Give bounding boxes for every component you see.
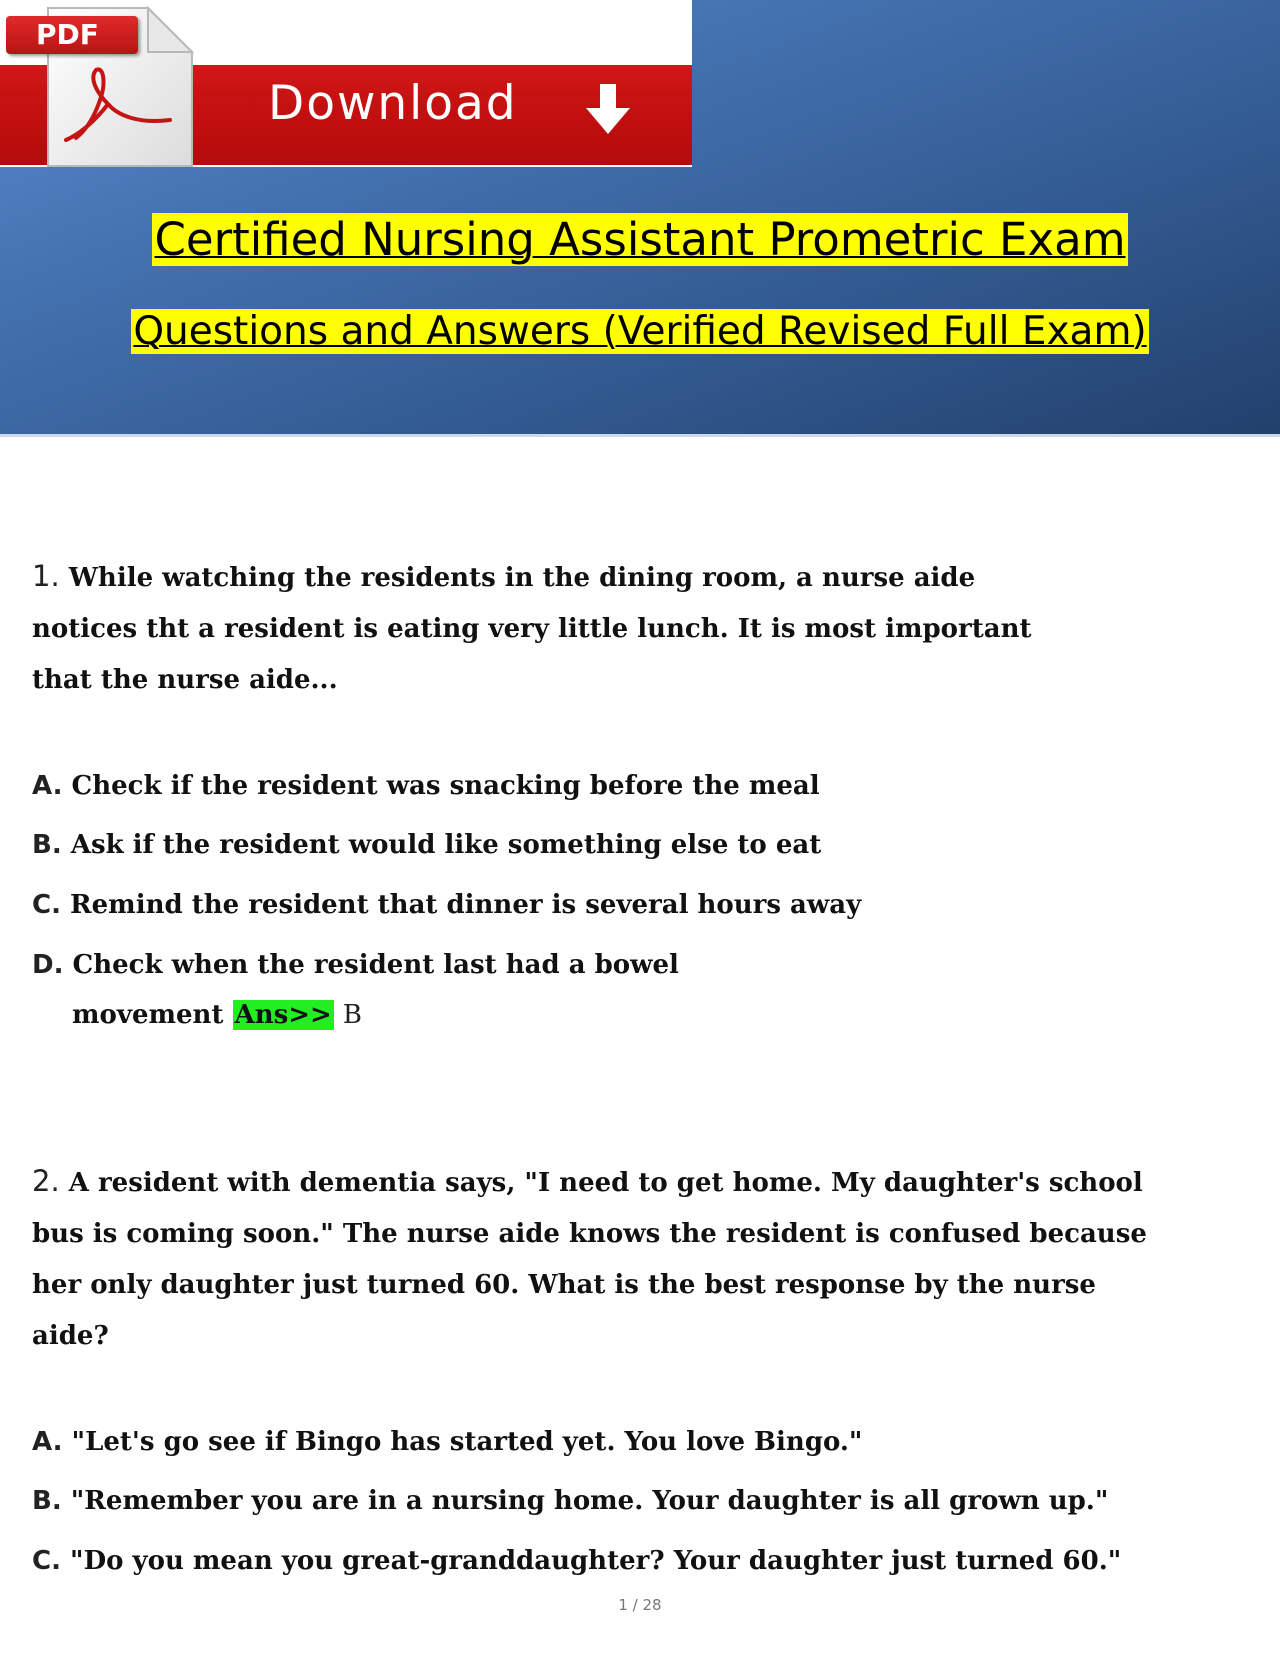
pdf-badge: PDF xyxy=(6,16,138,54)
page-indicator: 1 / 28 xyxy=(618,1596,662,1614)
question-1-option-d-continuation: movement Ans>> B xyxy=(72,1000,362,1030)
question-1-line-2: notices tht a resident is eating very little lunch. It is most important xyxy=(32,614,1032,644)
question-2-number: 2. xyxy=(32,1164,60,1198)
answer-label: Ans>> xyxy=(234,1000,332,1030)
question-2-option-a: A. "Let's go see if Bingo has started yet. You love Bingo." xyxy=(32,1427,863,1457)
title-line-2: Questions and Answers (Verified Revised Full Exam) xyxy=(133,309,1147,354)
download-label: Download xyxy=(268,76,518,131)
question-1-option-d: D. Check when the resident last had a bowel xyxy=(32,950,679,980)
question-2-line-3: her only daughter just turned 60. What is the best response by the nurse xyxy=(32,1270,1096,1300)
header-banner xyxy=(0,0,1280,437)
question-2-line-4: aide? xyxy=(32,1321,109,1351)
download-banner[interactable] xyxy=(0,0,692,167)
question-1-line-3: that the nurse aide... xyxy=(32,665,338,695)
question-2-line-2: bus is coming soon." The nurse aide knows the resident is confused because xyxy=(32,1219,1147,1249)
question-2-option-b: B. "Remember you are in a nursing home. Your daughter is all grown up." xyxy=(32,1486,1109,1516)
question-2-option-c: C. "Do you mean you great-granddaughter? Your daughter just turned 60." xyxy=(32,1546,1122,1576)
question-1-option-a: A. Check if the resident was snacking before the meal xyxy=(32,771,820,801)
question-1-option-b: B. Ask if the resident would like something else to eat xyxy=(32,830,822,860)
question-1-number: 1. xyxy=(32,559,60,593)
document-title xyxy=(0,213,1280,266)
question-1-line-1: 1. While watching the residents in the dining room, a nurse aide xyxy=(32,559,976,593)
document-subtitle xyxy=(0,309,1280,354)
title-line-1: Certified Nursing Assistant Prometric Exam xyxy=(154,213,1126,266)
download-arrow-icon xyxy=(580,82,636,138)
question-1-option-c: C. Remind the resident that dinner is several hours away xyxy=(32,890,862,920)
answer-value: B xyxy=(342,1000,362,1030)
question-2-line-1: 2. A resident with dementia says, "I need to get home. My daughter's school xyxy=(32,1164,1143,1198)
